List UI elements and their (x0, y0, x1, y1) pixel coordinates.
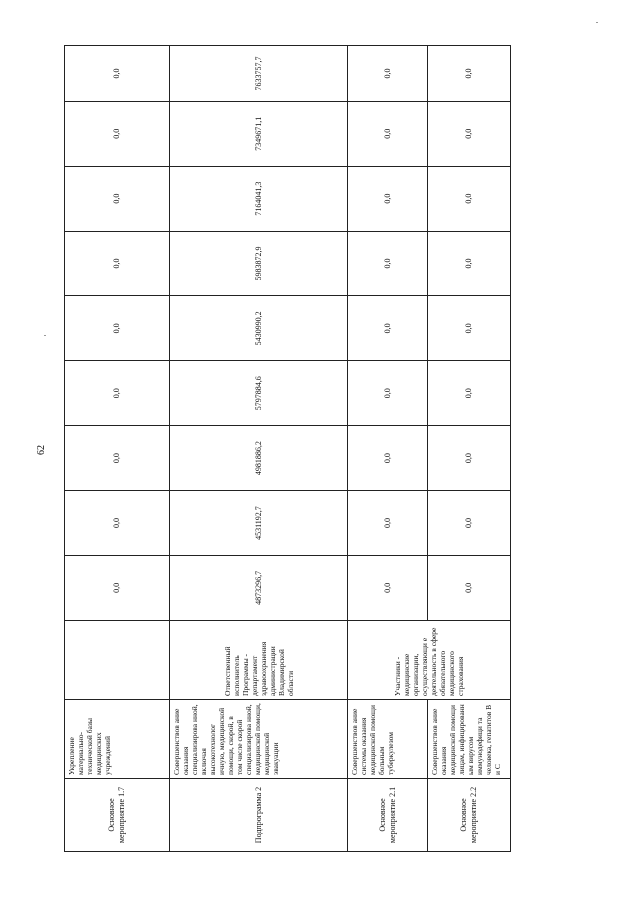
value-cell: 0,0 (428, 101, 511, 166)
value-cell: 7633757,7 (170, 46, 348, 102)
value-cell: 0,0 (65, 426, 170, 491)
value-cell: 0,0 (428, 46, 511, 102)
value-cell: 5430990,2 (170, 296, 348, 361)
row-responsible (65, 620, 170, 699)
value-cell: 0,0 (65, 166, 170, 231)
budget-table (64, 45, 511, 852)
value-cell: 0,0 (348, 166, 428, 231)
value-cell: 0,0 (348, 491, 428, 556)
value-cell: 4981886,2 (170, 426, 348, 491)
value-cell: 5983872,9 (170, 231, 348, 296)
row-label: Подпрограмма 2 (170, 779, 348, 852)
value-cell: 0,0 (428, 231, 511, 296)
row-label: Основное мероприятие 2.1 (348, 779, 428, 852)
value-cell: 0,0 (348, 101, 428, 166)
table-row (65, 46, 170, 852)
table-row (428, 46, 511, 852)
value-cell: 0,0 (65, 491, 170, 556)
value-cell: 0,0 (348, 296, 428, 361)
value-cell: 5797884,6 (170, 361, 348, 426)
row-description: Совершенствов ание оказания специализирова нной, включая высокотехнолог ичную, медицинской помощи, скорой, в том числе скорой специализирова нной, медицинской помощи, медицинской эвакуации (170, 699, 348, 778)
value-cell: 0,0 (348, 361, 428, 426)
value-cell: 0,0 (428, 491, 511, 556)
row-responsible: Участники - медицинские организации, осуществляющи е деятельность в сфере обязательного медицинского страхования (348, 620, 511, 699)
value-cell: 0,0 (428, 296, 511, 361)
row-label: Основное мероприятие 2.2 (428, 779, 511, 852)
value-cell: 4531192,7 (170, 491, 348, 556)
table-row (170, 46, 348, 852)
value-cell: 0,0 (428, 361, 511, 426)
value-cell: 0,0 (348, 46, 428, 102)
row-description: Совершенствов ание системы оказания медицинской помощи больным туберкулезом (348, 699, 428, 778)
value-cell: 0,0 (428, 426, 511, 491)
value-cell: 0,0 (65, 231, 170, 296)
value-cell: 7349671,1 (170, 101, 348, 166)
value-cell: 0,0 (65, 361, 170, 426)
rotated-table-container (64, 45, 510, 852)
value-cell: 7164041,3 (170, 166, 348, 231)
scan-speck (596, 22, 598, 23)
row-description: Совершенствов ание оказания медицинской помощи лицам, инфицированн ым вирусом иммунодефици та человека, гепатитов B и C (428, 699, 511, 778)
row-description: Укрепление материально-технической базы медицинских учреждений (65, 699, 170, 778)
value-cell: 0,0 (65, 296, 170, 361)
value-cell: 0,0 (348, 231, 428, 296)
row-responsible: Ответственный исполнитель Программы - департамент здравоохранения администрации Владимирской области (170, 620, 348, 699)
scan-speck (44, 335, 46, 336)
page-number: 62 (36, 445, 47, 455)
table-row (348, 46, 428, 852)
value-cell: 0,0 (428, 166, 511, 231)
value-cell: 0,0 (348, 426, 428, 491)
value-cell: 0,0 (65, 101, 170, 166)
value-cell: 4873296,7 (170, 555, 348, 620)
value-cell: 0,0 (65, 555, 170, 620)
value-cell: 0,0 (348, 555, 428, 620)
value-cell: 0,0 (428, 555, 511, 620)
value-cell: 0,0 (65, 46, 170, 102)
row-label: Основное мероприятие 1.7 (65, 779, 170, 852)
